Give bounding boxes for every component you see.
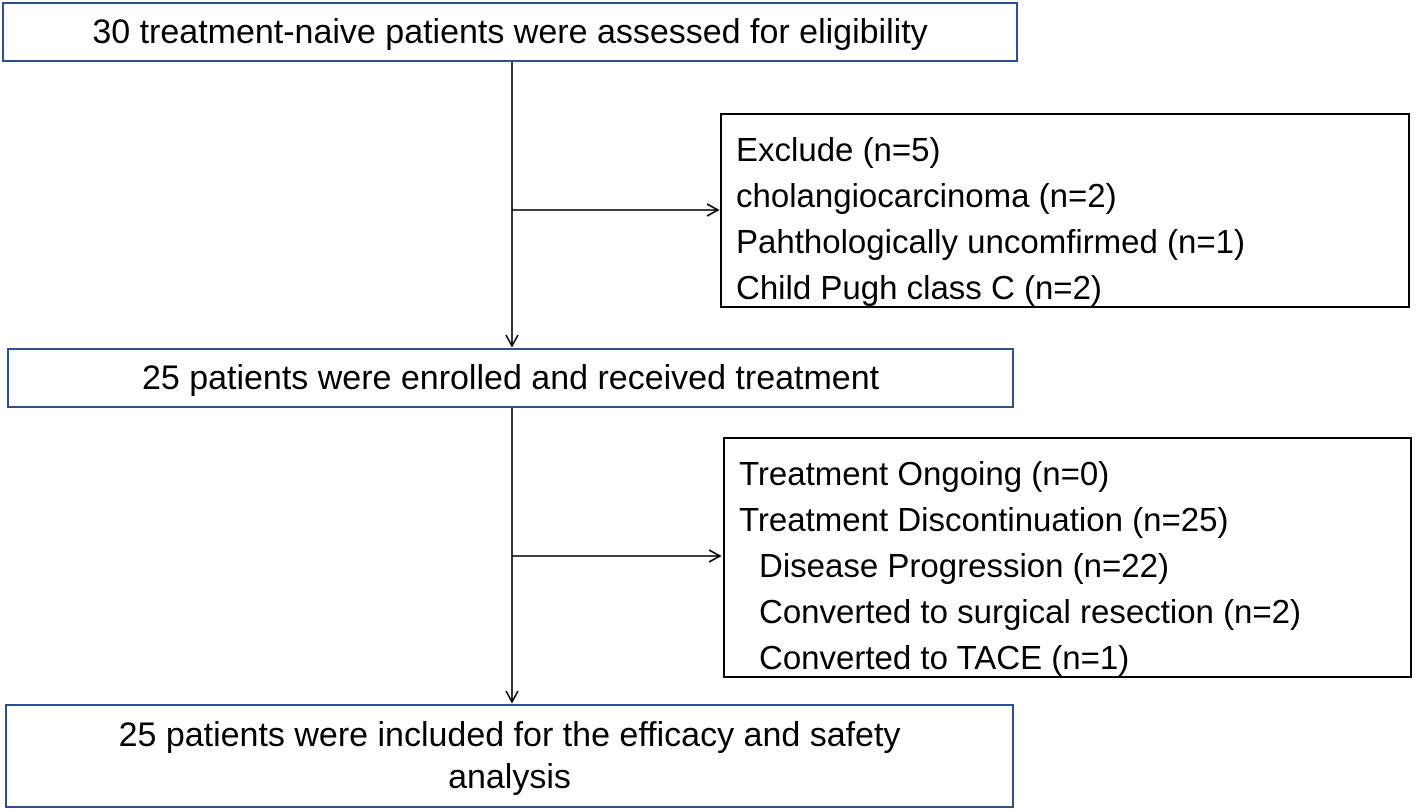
treatment-ongoing: Treatment Ongoing (n=0) (739, 455, 1110, 492)
exclusion-item: cholangiocarcinoma (n=2) (736, 177, 1117, 214)
analysis-line-1: 25 patients were included for the efficacy and safety (118, 716, 901, 754)
assessed-box (2, 2, 1018, 62)
exclusion-item: Pahthologically uncomfirmed (n=1) (736, 223, 1246, 260)
analysis-box (5, 704, 1014, 808)
analysis-line-2: analysis (448, 758, 571, 796)
exclusion-title: Exclude (n=5) (736, 131, 941, 168)
discontinuation-box (723, 437, 1412, 678)
exclusion-item: Child Pugh class C (n=2) (736, 269, 1102, 306)
enrolled-box (7, 348, 1014, 408)
treatment-discontinuation: Treatment Discontinuation (n=25) (739, 501, 1229, 538)
discontinuation-reason: Converted to TACE (n=1) (759, 639, 1130, 676)
discontinuation-reason: Converted to surgical resection (n=2) (759, 593, 1302, 630)
exclusion-box (720, 113, 1410, 308)
enrolled-text: 25 patients were enrolled and received treatment (141, 359, 880, 397)
assessed-text: 30 treatment-naive patients were assessed for eligibility (92, 13, 928, 51)
discontinuation-reason: Disease Progression (n=22) (759, 547, 1169, 584)
